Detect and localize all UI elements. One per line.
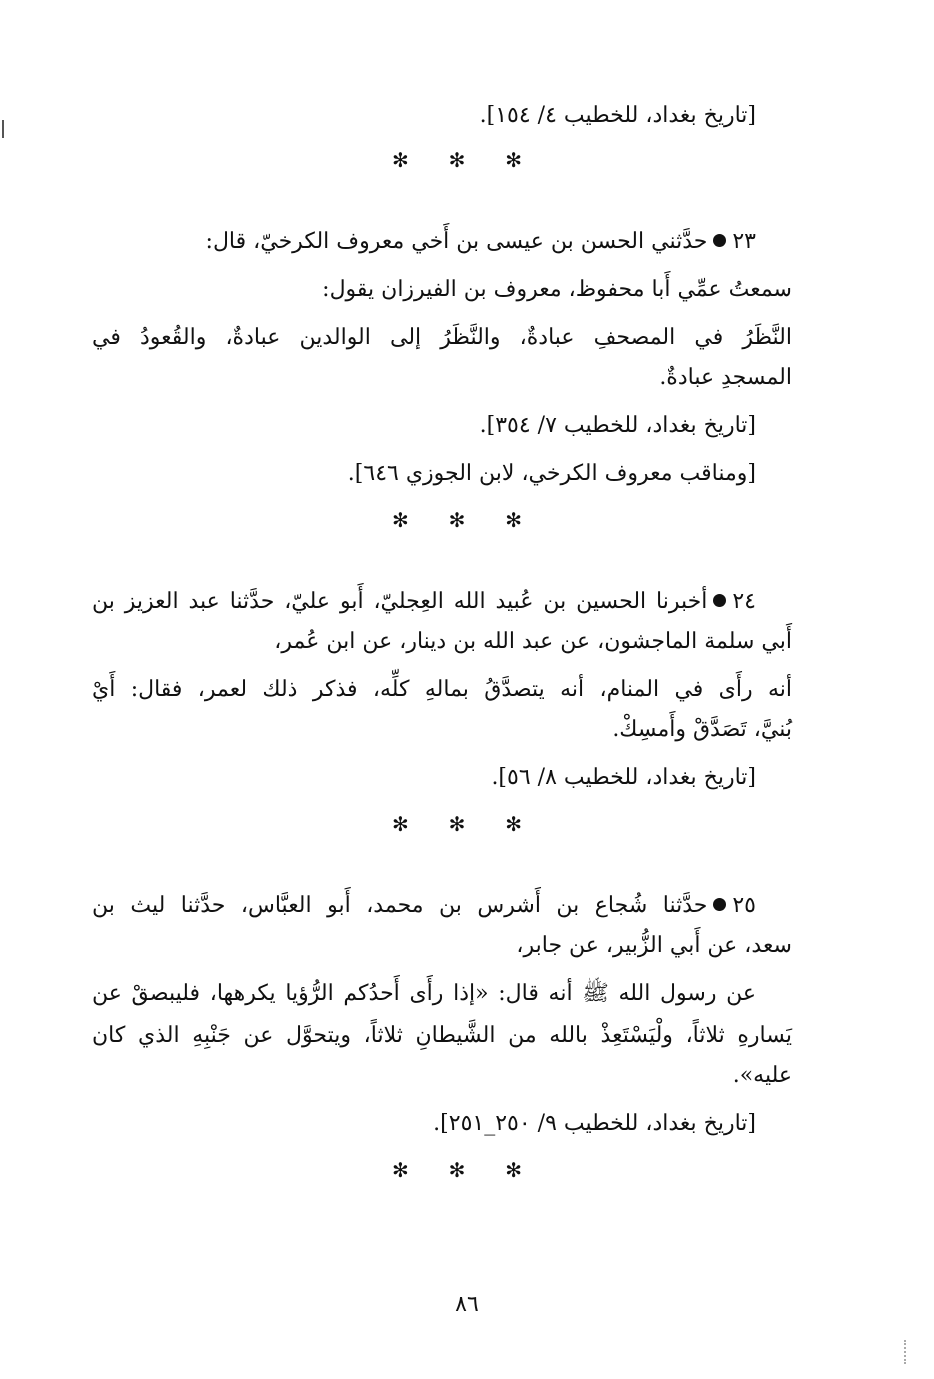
hadith-number: ٢٣ xyxy=(732,229,756,254)
hadith-text-line: المسجدِ عبادةٌ. xyxy=(659,365,792,390)
section-separator xyxy=(392,1158,522,1182)
hadith-chain-line xyxy=(92,226,756,258)
source-reference: [ومناقب معروف الكرخي، لابن الجوزي ٦٤٦]. xyxy=(347,461,756,486)
star-ornament: ✻ xyxy=(448,508,466,532)
star-ornament: ✻ xyxy=(505,812,522,836)
hadith-chain-line: سمعتُ عمِّي أَبا محفوظ، معروف بن الفيرزان يقول: xyxy=(322,277,792,302)
hadith-text-line: النَّظَرُ في المصحفِ عبادةٌ، والنَّظَرُ إلى الوالدين عبادةٌ، والقُعودُ في xyxy=(92,325,792,350)
bullet-icon xyxy=(713,234,726,247)
bullet-icon xyxy=(713,898,726,911)
section-separator xyxy=(392,508,522,532)
star-ornament: ✻ xyxy=(392,148,409,172)
source-reference: [تاريخ بغداد، للخطيب ٩/ ٢٥٠_٢٥١]. xyxy=(433,1111,756,1136)
star-ornament: ✻ xyxy=(505,1158,522,1182)
star-ornament: ✻ xyxy=(448,1158,466,1182)
star-ornament: ✻ xyxy=(448,812,466,836)
hadith-chain-line xyxy=(92,890,756,922)
hadith-text-line: أنه رأَى في المنام، أنه يتصدَّقُ بمالهِ كلِّه، فذكر ذلك لعمر، فقال: أَيْ xyxy=(92,677,792,702)
page-edge-mark xyxy=(2,120,4,138)
source-reference: [تاريخ بغداد، للخطيب ٧/ ٣٥٤]. xyxy=(479,413,756,438)
star-ornament: ✻ xyxy=(505,508,522,532)
section-separator xyxy=(392,148,522,172)
hadith-text-line: بُنيَّ، تَصَدَّقْ وأَمسِكْ. xyxy=(612,717,792,742)
hadith-chain-line xyxy=(92,586,756,618)
hadith-number: ٢٤ xyxy=(732,589,756,614)
star-ornament: ✻ xyxy=(392,1158,409,1182)
hadith-text-line: عليه». xyxy=(732,1063,792,1088)
hadith-chain-line: سعد، عن أَبي الزُّبير، عن جابر، xyxy=(516,933,792,958)
section-separator xyxy=(392,812,522,836)
star-ornament: ✻ xyxy=(392,812,409,836)
hadith-number: ٢٥ xyxy=(732,893,756,918)
source-reference: [تاريخ بغداد، للخطيب ٤/ ١٥٤]. xyxy=(479,103,756,128)
bullet-icon xyxy=(713,594,726,607)
chain-text: أخبرنا الحسين بن عُبيد الله العِجليّ، أَبو عليّ، حدَّثنا عبد العزيز بن xyxy=(92,589,708,614)
hadith-text-line: عن رسول الله ﷺ أنه قال: «إذا رأَى أَحدُكم الرُّؤيا يكرهها، فليبصقْ عن xyxy=(92,981,756,1006)
page-number: ٨٦ xyxy=(455,1292,479,1317)
star-ornament: ✻ xyxy=(448,148,466,172)
page-edge-dots xyxy=(904,1340,908,1364)
star-ornament: ✻ xyxy=(392,508,409,532)
chain-text: حدَّثنا شُجاع بن أَشرس بن محمد، أَبو العبَّاس، حدَّثنا ليث بن xyxy=(92,893,708,918)
hadith-chain-line: أَبي سلمة الماجشون، عن عبد الله بن دينار، عن ابن عُمر، xyxy=(274,629,792,654)
star-ornament: ✻ xyxy=(505,148,522,172)
chain-text: حدَّثني الحسن بن عيسى بن أَخي معروف الكرخيّ، قال: xyxy=(205,229,708,254)
hadith-text-line: يَسارهِ ثلاثاً، ولْيَسْتَعِذْ بالله من الشَّيطانِ ثلاثاً، ويتحوَّل عن جَنْبِهِ الذي كان xyxy=(92,1023,792,1048)
source-reference: [تاريخ بغداد، للخطيب ٨/ ٥٦]. xyxy=(491,765,756,790)
